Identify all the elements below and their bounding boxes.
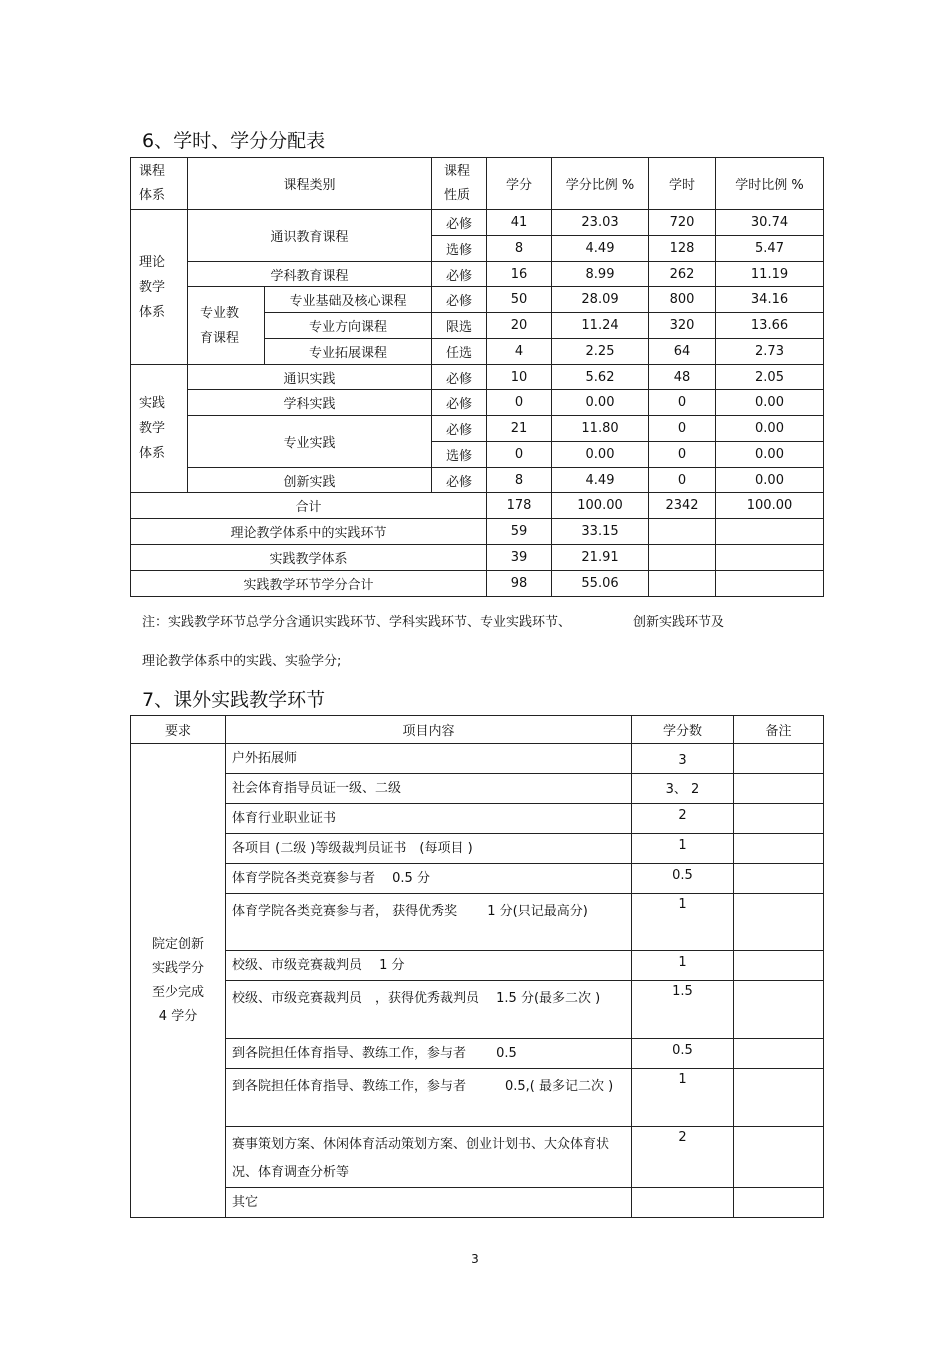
summary-row bbox=[131, 571, 824, 597]
header-nature: 课程 性质 bbox=[432, 158, 487, 210]
course-name: 创新实践 bbox=[188, 468, 432, 493]
course-hours: 0 bbox=[649, 390, 716, 416]
item-content: 校级、市级竞赛裁判员 ，获得优秀裁判员 1.5 分(最多二次 ) bbox=[226, 981, 632, 1039]
course-hours: 64 bbox=[649, 339, 716, 365]
empty-cell bbox=[649, 519, 716, 545]
item-remark bbox=[734, 1039, 824, 1069]
item-content: 户外拓展师 bbox=[226, 744, 632, 774]
page-number: 3 bbox=[471, 1252, 479, 1266]
item-credit: 0.5 bbox=[632, 864, 734, 894]
item-content: 校级、市级竞赛裁判员 1 分 bbox=[226, 951, 632, 981]
summary-credit-ratio: 21.91 bbox=[552, 545, 649, 571]
item-content: 体育行业职业证书 bbox=[226, 804, 632, 834]
item-credit: 3、 2 bbox=[632, 774, 734, 804]
total-credit: 178 bbox=[487, 493, 552, 519]
table-row bbox=[131, 1039, 824, 1069]
item-content: 到各院担任体育指导、教练工作，参与者 0.5,( 最多记二次 ) bbox=[226, 1069, 632, 1127]
course-name: 专业拓展课程 bbox=[265, 339, 432, 365]
course-hours-ratio: 13.66 bbox=[716, 313, 824, 339]
table-row bbox=[131, 864, 824, 894]
table-header-row bbox=[131, 716, 824, 744]
table-row bbox=[131, 834, 824, 864]
empty-cell bbox=[649, 545, 716, 571]
course-credit-ratio: 5.62 bbox=[552, 365, 649, 390]
item-content: 社会体育指导员证一级、二级 bbox=[226, 774, 632, 804]
item-remark bbox=[734, 864, 824, 894]
item-remark bbox=[734, 1069, 824, 1127]
summary-row bbox=[131, 519, 824, 545]
item-content: 赛事策划方案、休闲体育活动策划方案、创业计划书、大众体育状况、体育调查分析等 bbox=[226, 1127, 632, 1188]
table-row bbox=[131, 1069, 824, 1127]
empty-cell bbox=[716, 519, 824, 545]
header-requirement: 要求 bbox=[131, 716, 226, 744]
item-content: 体育学院各类竞赛参与者 0.5 分 bbox=[226, 864, 632, 894]
total-hours: 2342 bbox=[649, 493, 716, 519]
course-nature: 限选 bbox=[432, 313, 487, 339]
header-credit: 学分 bbox=[487, 158, 552, 210]
course-hours: 720 bbox=[649, 210, 716, 236]
course-credit-ratio: 11.24 bbox=[552, 313, 649, 339]
item-credit: 1 bbox=[632, 951, 734, 981]
table-row bbox=[131, 287, 824, 313]
course-hours: 0 bbox=[649, 416, 716, 442]
table-row bbox=[131, 262, 824, 287]
course-credit: 0 bbox=[487, 442, 552, 468]
table-row bbox=[131, 210, 824, 236]
course-credit-ratio: 11.80 bbox=[552, 416, 649, 442]
item-credit: 1 bbox=[632, 894, 734, 951]
course-hours-ratio: 0.00 bbox=[716, 390, 824, 416]
course-credit: 10 bbox=[487, 365, 552, 390]
item-remark bbox=[734, 951, 824, 981]
item-credit: 3 bbox=[632, 744, 734, 774]
requirement-cell: 院定创新 实践学分 至少完成 4 学分 bbox=[131, 744, 226, 1218]
course-hours: 0 bbox=[649, 442, 716, 468]
table-row bbox=[131, 981, 824, 1039]
item-credit: 2 bbox=[632, 804, 734, 834]
empty-cell bbox=[649, 571, 716, 597]
table-row bbox=[131, 951, 824, 981]
summary-credit: 39 bbox=[487, 545, 552, 571]
course-name: 通识实践 bbox=[188, 365, 432, 390]
course-hours-ratio: 30.74 bbox=[716, 210, 824, 236]
course-credit: 21 bbox=[487, 416, 552, 442]
summary-credit: 98 bbox=[487, 571, 552, 597]
item-remark bbox=[734, 894, 824, 951]
course-credit: 20 bbox=[487, 313, 552, 339]
course-hours-ratio: 5.47 bbox=[716, 236, 824, 262]
course-credit: 8 bbox=[487, 236, 552, 262]
table-row bbox=[131, 744, 824, 774]
note-line-2: 理论教学体系中的实践、实验学分; bbox=[142, 654, 342, 669]
course-credit-ratio: 8.99 bbox=[552, 262, 649, 287]
item-remark bbox=[734, 981, 824, 1039]
item-remark bbox=[734, 1188, 824, 1218]
course-hours: 48 bbox=[649, 365, 716, 390]
course-nature: 选修 bbox=[432, 442, 487, 468]
item-content: 各项目 (二级 )等级裁判员证书 (每项目 ) bbox=[226, 834, 632, 864]
course-nature: 必修 bbox=[432, 287, 487, 313]
course-hours-ratio: 2.73 bbox=[716, 339, 824, 365]
course-credit-ratio: 0.00 bbox=[552, 442, 649, 468]
empty-cell bbox=[716, 545, 824, 571]
course-nature: 必修 bbox=[432, 365, 487, 390]
header-remark: 备注 bbox=[734, 716, 824, 744]
summary-credit: 59 bbox=[487, 519, 552, 545]
item-content: 其它 bbox=[226, 1188, 632, 1218]
header-category: 课程类别 bbox=[188, 158, 432, 210]
empty-cell bbox=[716, 571, 824, 597]
course-credit-ratio: 28.09 bbox=[552, 287, 649, 313]
table-row bbox=[131, 804, 824, 834]
course-name: 专业实践 bbox=[188, 416, 432, 468]
course-hours-ratio: 0.00 bbox=[716, 468, 824, 493]
course-hours-ratio: 11.19 bbox=[716, 262, 824, 287]
item-credit: 1.5 bbox=[632, 981, 734, 1039]
course-credit-ratio: 23.03 bbox=[552, 210, 649, 236]
course-credit: 16 bbox=[487, 262, 552, 287]
course-nature: 必修 bbox=[432, 468, 487, 493]
note-line-1-part-b: 创新实践环节及 bbox=[633, 615, 725, 630]
item-credit: 1 bbox=[632, 1069, 734, 1127]
section6-title: 6、学时、学分分配表 bbox=[142, 130, 326, 152]
item-content: 体育学院各类竞赛参与者， 获得优秀奖 1 分(只记最高分) bbox=[226, 894, 632, 951]
header-hours: 学时 bbox=[649, 158, 716, 210]
summary-label: 实践教学环节学分合计 bbox=[131, 571, 487, 597]
extracurricular-table bbox=[130, 715, 824, 1218]
course-hours: 128 bbox=[649, 236, 716, 262]
table-row bbox=[131, 894, 824, 951]
course-nature: 必修 bbox=[432, 210, 487, 236]
table-row bbox=[131, 390, 824, 416]
header-content: 项目内容 bbox=[226, 716, 632, 744]
course-hours: 320 bbox=[649, 313, 716, 339]
table-row bbox=[131, 365, 824, 390]
summary-credit-ratio: 33.15 bbox=[552, 519, 649, 545]
table-row bbox=[131, 1127, 824, 1188]
header-hours-ratio: 学时比例 % bbox=[716, 158, 824, 210]
course-name: 专业基础及核心课程 bbox=[265, 287, 432, 313]
course-credit-ratio: 4.49 bbox=[552, 468, 649, 493]
course-name: 学科实践 bbox=[188, 390, 432, 416]
credit-hours-table bbox=[130, 157, 824, 597]
course-nature: 必修 bbox=[432, 416, 487, 442]
item-remark bbox=[734, 804, 824, 834]
practice-system-label: 实践 教学 体系 bbox=[131, 365, 188, 493]
item-credit: 0.5 bbox=[632, 1039, 734, 1069]
table-row bbox=[131, 416, 824, 442]
course-nature: 任选 bbox=[432, 339, 487, 365]
course-nature: 选修 bbox=[432, 236, 487, 262]
item-credit bbox=[632, 1188, 734, 1218]
course-name: 学科教育课程 bbox=[188, 262, 432, 287]
course-hours-ratio: 0.00 bbox=[716, 416, 824, 442]
note-line-1 bbox=[142, 611, 724, 630]
summary-label: 理论教学体系中的实践环节 bbox=[131, 519, 487, 545]
total-label: 合计 bbox=[131, 493, 487, 519]
course-credit: 41 bbox=[487, 210, 552, 236]
course-hours-ratio: 34.16 bbox=[716, 287, 824, 313]
course-hours-ratio: 2.05 bbox=[716, 365, 824, 390]
item-remark bbox=[734, 744, 824, 774]
item-remark bbox=[734, 1127, 824, 1188]
course-credit-ratio: 4.49 bbox=[552, 236, 649, 262]
header-system: 课程 体系 bbox=[131, 158, 188, 210]
total-row bbox=[131, 493, 824, 519]
course-hours: 262 bbox=[649, 262, 716, 287]
item-credit: 2 bbox=[632, 1127, 734, 1188]
course-name: 专业方向课程 bbox=[265, 313, 432, 339]
total-credit-ratio: 100.00 bbox=[552, 493, 649, 519]
course-credit: 0 bbox=[487, 390, 552, 416]
course-hours-ratio: 0.00 bbox=[716, 442, 824, 468]
summary-credit-ratio: 55.06 bbox=[552, 571, 649, 597]
course-hours: 800 bbox=[649, 287, 716, 313]
course-credit: 50 bbox=[487, 287, 552, 313]
table-header-row bbox=[131, 158, 824, 210]
course-nature: 必修 bbox=[432, 262, 487, 287]
theory-system-label: 理论 教学 体系 bbox=[131, 210, 188, 365]
item-credit: 1 bbox=[632, 834, 734, 864]
summary-label: 实践教学体系 bbox=[131, 545, 487, 571]
total-hours-ratio: 100.00 bbox=[716, 493, 824, 519]
course-nature: 必修 bbox=[432, 390, 487, 416]
course-credit: 4 bbox=[487, 339, 552, 365]
summary-row bbox=[131, 545, 824, 571]
table-row bbox=[131, 468, 824, 493]
section7-title: 7、课外实践教学环节 bbox=[142, 689, 326, 711]
course-credit-ratio: 2.25 bbox=[552, 339, 649, 365]
professional-group-label: 专业教 育课程 bbox=[188, 287, 265, 365]
item-content: 到各院担任体育指导、教练工作，参与者 0.5 bbox=[226, 1039, 632, 1069]
note-line-1-part-a: 注：实践教学环节总学分含通识实践环节、学科实践环节、专业实践环节、 bbox=[142, 615, 572, 630]
course-name: 通识教育课程 bbox=[188, 210, 432, 262]
header-credits: 学分数 bbox=[632, 716, 734, 744]
course-hours: 0 bbox=[649, 468, 716, 493]
table-row bbox=[131, 774, 824, 804]
item-remark bbox=[734, 834, 824, 864]
course-credit: 8 bbox=[487, 468, 552, 493]
item-remark bbox=[734, 774, 824, 804]
table-row bbox=[131, 1188, 824, 1218]
header-credit-ratio: 学分比例 % bbox=[552, 158, 649, 210]
course-credit-ratio: 0.00 bbox=[552, 390, 649, 416]
